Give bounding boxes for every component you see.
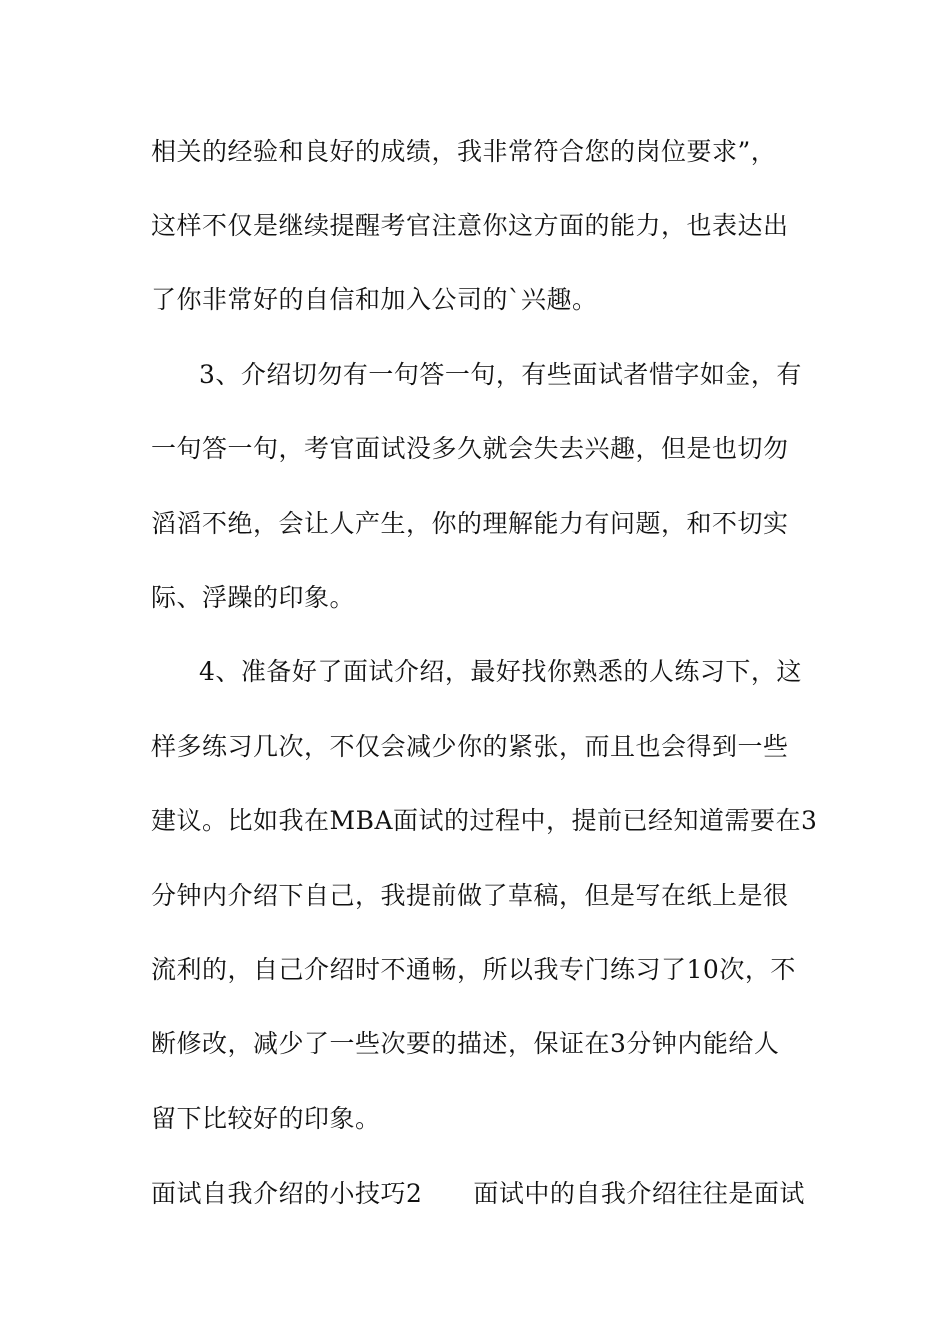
text-line-13: 断修改，减少了一些次要的描述，保证在3分钟内能给人	[151, 1029, 780, 1058]
text-line-14: 留下比较好的印象。	[151, 1104, 381, 1133]
text-line-2: 这样不仅是继续提醒考官注意你这方面的能力，也表达出	[151, 211, 789, 240]
text-line-11: 分钟内介绍下自己，我提前做了草稿，但是写在纸上是很	[151, 881, 789, 910]
text-line-8: 4、准备好了面试介绍，最好找你熟悉的人练习下，这	[199, 657, 802, 686]
text-line-3: 了你非常好的自信和加入公司的`兴趣。	[151, 285, 598, 314]
section-heading-line: 面试自我介绍的小技巧2 面试中的自我介绍往往是面试	[151, 1179, 805, 1208]
text-line-6: 滔滔不绝，会让人产生，你的理解能力有问题，和不切实	[151, 509, 789, 538]
text-line-9: 样多练习几次，不仅会减少你的紧张，而且也会得到一些	[151, 732, 789, 761]
text-line-7: 际、浮躁的印象。	[151, 583, 356, 612]
text-line-5: 一句答一句，考官面试没多久就会失去兴趣，但是也切勿	[151, 434, 789, 463]
text-line-12: 流利的，自己介绍时不通畅，所以我专门练习了10次，不	[151, 955, 796, 984]
text-line-4: 3、介绍切勿有一句答一句，有些面试者惜字如金，有	[199, 360, 802, 389]
text-line-1: 相关的经验和良好的成绩，我非常符合您的岗位要求”，	[151, 137, 777, 166]
text-line-10: 建议。比如我在MBA面试的过程中，提前已经知道需要在3	[151, 806, 818, 835]
